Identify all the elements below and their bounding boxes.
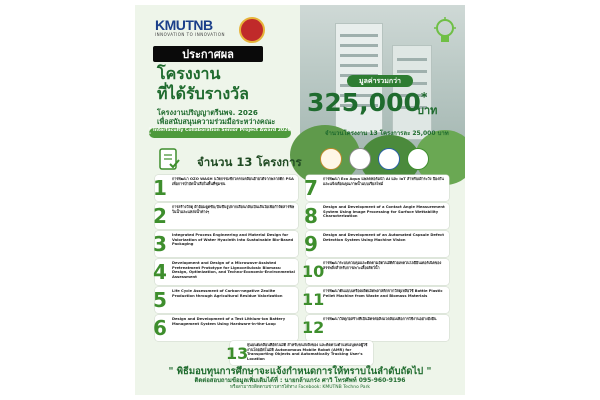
item-number: 12 [302,318,325,337]
partner-logo-icon [407,148,429,170]
item-number: 6 [153,316,167,340]
list-item [302,259,449,285]
partner-logo-icon [320,148,342,170]
item-text: Design and Development of an Automated Capsule Defect Detection System Using Machine Vision [323,233,444,242]
item-text: การพัฒนาวัสดุก่อสร้างที่เป็นมิตรต่อสิ่งแวดล้อมเพื่อการใช้งานอย่างยั่งยืน [323,317,437,321]
project-count-section [157,145,307,173]
item-text: Design and Development of a Test Lithium-Ion Battery Management System Using Hardware-in-the-Loop [172,317,286,326]
contact-info: ติดต่อสอบถามข้อมูลเพิ่มเติมได้ที่ : นายกล้าแกร่ง ศาวิ โทรศัพท์ 095-960-9196 [194,377,406,384]
list-item [155,203,298,229]
document-check-icon [157,147,181,171]
list-item [155,231,298,257]
list-item [306,203,449,229]
logo-tagline: INNOVATION TO INNOVATION [155,32,225,37]
item-number: 9 [304,232,318,256]
list-item [155,315,298,341]
list-item [155,175,298,201]
list-item [306,231,449,257]
list-item [155,259,298,285]
lightbulb-icon [433,17,457,47]
partner-logo-icon [349,148,371,170]
item-number: 3 [153,232,167,256]
list-item [302,287,449,313]
item-text: หุ่นยนต์เคลื่อนที่อัตโนมัติ สำหรับขนส่งสิ่งของ และติดตามตำแหน่งบุคคลผู้ใช้งานโดยอัตโนมัติ Autonomous Mobile Robot (AMR) for Transporting Objects and Automatically Tracking User's Location [247,343,368,361]
prize-unit: บาท [417,104,438,117]
item-text: Design and Development of a Contact Angle Measurement System Using Image Processing for Surface Wettability Characterization [323,205,445,219]
title-line-2: ที่ได้รับรางวัล [157,84,249,103]
ceremony-notice: " พิธีมอบทุนการศึกษาจะแจ้งกำหนดการให้ทราบในลำดับถัดไป " [168,366,432,377]
announce-banner: ประกาศผล [153,46,263,62]
item-number: 5 [153,288,167,312]
item-number: 10 [302,262,325,281]
item-text: การพัฒนาต้นแบบเครื่องผลิตเม็ดพลาสติกจากวัสดุเหลือใช้ Bottle Plastic Pellet Machine from Waste and Biomass Materials [323,289,443,298]
item-text: การพัฒนาระบบควบคุมและติดตามอัตโนมัติด้วยเทคโนโลยีอินเตอร์เน็ตของสรรพสิ่งสำหรับการเพาะเลี้ยงสัตว์น้ำ [323,261,442,270]
item-text: Development and Design of a Microwave-Assisted Pretreatment Prototype for Lignocellulosic Biomass: Design, Optimization, and Techno-Economic-Environmental Assessment [172,261,295,279]
university-seal-icon [239,17,265,43]
list-item [302,315,449,341]
item-text: การสร้างวัสดุ ผ้าอ้อมดูดซับ/ปั้นขึ้นรูปจากเสียนกลับเป็นเส้นใยเพื่อกำจัดสารพิษในน้ำและแหล่งน้ำต่างๆ [172,205,295,214]
item-text: การพัฒนา Eco Aqua แพลตฟอร์มน้ำ AI และ IoT สำหรับเฝ้าระวัง ป้องกัน และแจ้งเตือนคุณภาพน้ำแบบเรียลไทม์ [323,177,444,186]
university-logo [155,17,265,43]
item-text: Integrated Process Engineering and Material Design for Valorization of Water Hyacinth into Sustainable Bio-Based Packaging [172,233,294,247]
item-number: 4 [153,260,167,284]
partner-logos [320,148,429,170]
partner-logo-icon [378,148,400,170]
list-item [155,287,298,313]
prize-label: มูลค่ารวมกว่า [347,75,413,87]
item-number: 8 [304,204,318,228]
list-item [306,175,449,201]
title-line-1: โครงงาน [157,64,221,83]
poster-footer [135,366,465,395]
logo-text: KMUTNB [155,17,213,33]
facebook-info: หรือสามารถติดตามข่าวสารได้ทาง Facebook: KMUTNB Techno Park [229,385,371,390]
list-item [226,341,373,365]
prize-amount: 325,000 [307,88,421,117]
item-number: 2 [153,204,167,228]
prize-asterisk: * [421,90,428,104]
item-number: 7 [304,176,318,200]
award-name-badge: " Interfaculty Collaboration Senior Project Award 2026 " [149,128,291,138]
item-number: 13 [226,344,249,363]
project-count-label: จำนวน 13 โครงการ [197,155,302,169]
item-number: 1 [153,176,167,200]
item-text: Life Cycle Assessment of Carbon-negative Zeolite Production through Agricultural Residue Valorization [172,289,283,298]
item-text: การพัฒนา OZO WASH นวัตกรรมชักโครกเคลื่อนย้ายได้จากพลาสติก PSA เพื่อการบำบัดน้ำเสียในพื้นที่ชุมชน [172,177,294,186]
item-number: 11 [302,290,325,309]
subtitle-line-2: เพื่อสนับสนุนความร่วมมือระหว่างคณะ [157,117,276,126]
announcement-poster [135,5,465,395]
prize-note: จำนวนโครงงาน 13 โครงการละ 25,000 บาท [325,130,449,137]
subtitle-line-1: โครงงานปริญญาตรีนพจ. 2026 [157,108,258,117]
